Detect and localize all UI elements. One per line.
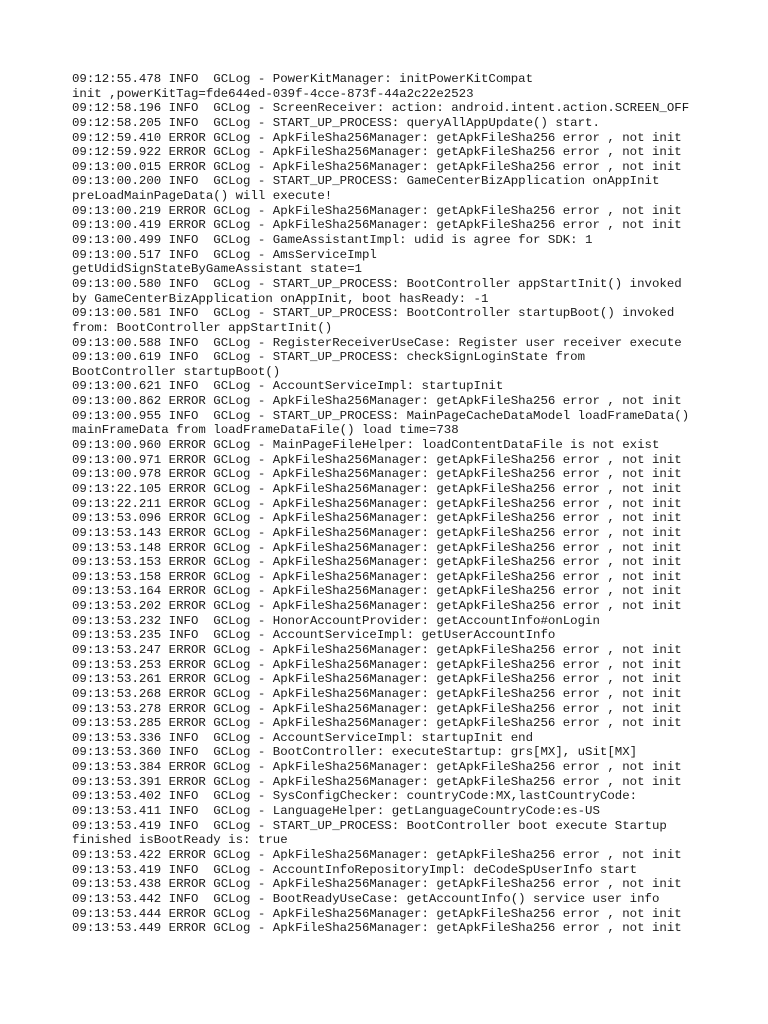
log-line: 09:13:53.444 ERROR GCLog - ApkFileSha256Manager: getApkFileSha256 error , not init: [72, 906, 682, 921]
log-line: preLoadMainPageData() will execute!: [72, 189, 333, 204]
log-line: 09:13:53.153 ERROR GCLog - ApkFileSha256Manager: getApkFileSha256 error , not init: [72, 555, 682, 570]
log-line: 09:13:53.253 ERROR GCLog - ApkFileSha256Manager: getApkFileSha256 error , not init: [72, 657, 682, 672]
log-line: 09:12:59.922 ERROR GCLog - ApkFileSha256Manager: getApkFileSha256 error , not init: [72, 145, 682, 160]
log-line: init ,powerKitTag=fde644ed-039f-4cce-873f-44a2c22e2523: [72, 86, 474, 101]
log-line: 09:13:53.096 ERROR GCLog - ApkFileSha256Manager: getApkFileSha256 error , not init: [72, 511, 682, 526]
log-line: 09:13:00.955 INFO GCLog - START_UP_PROCESS: MainPageCacheDataModel loadFrameData(): [72, 408, 690, 423]
log-line: 09:12:58.196 INFO GCLog - ScreenReceiver: action: android.intent.action.SCREEN_OFF: [72, 101, 690, 116]
log-line: 09:13:53.419 INFO GCLog - START_UP_PROCESS: BootController boot execute Startup: [72, 818, 667, 833]
log-line: 09:13:53.247 ERROR GCLog - ApkFileSha256Manager: getApkFileSha256 error , not init: [72, 642, 682, 657]
log-line: 09:13:53.384 ERROR GCLog - ApkFileSha256Manager: getApkFileSha256 error , not init: [72, 760, 682, 775]
log-line: 09:13:53.442 INFO GCLog - BootReadyUseCase: getAccountInfo() service user info: [72, 891, 660, 906]
log-line: 09:12:59.410 ERROR GCLog - ApkFileSha256Manager: getApkFileSha256 error , not init: [72, 130, 682, 145]
log-line: 09:13:22.105 ERROR GCLog - ApkFileSha256Manager: getApkFileSha256 error , not init: [72, 481, 682, 496]
log-line: 09:13:00.621 INFO GCLog - AccountServiceImpl: startupInit: [72, 379, 504, 394]
log-line: 09:13:53.419 INFO GCLog - AccountInfoRepositoryImpl: deCodeSpUserInfo start: [72, 862, 638, 877]
log-line: 09:13:00.978 ERROR GCLog - ApkFileSha256Manager: getApkFileSha256 error , not init: [72, 467, 682, 482]
log-line: 09:13:53.143 ERROR GCLog - ApkFileSha256Manager: getApkFileSha256 error , not init: [72, 525, 682, 540]
log-line: 09:13:00.200 INFO GCLog - START_UP_PROCESS: GameCenterBizApplication onAppInit: [72, 174, 660, 189]
log-line: 09:13:00.419 ERROR GCLog - ApkFileSha256Manager: getApkFileSha256 error , not init: [72, 218, 682, 233]
log-text: [72, 72, 712, 936]
log-line: 09:13:53.164 ERROR GCLog - ApkFileSha256Manager: getApkFileSha256 error , not init: [72, 584, 682, 599]
log-line: mainFrameData from loadFrameDataFile() load time=738: [72, 423, 459, 438]
log-line: 09:13:00.588 INFO GCLog - RegisterReceiverUseCase: Register user receiver execute: [72, 335, 682, 350]
log-line: 09:13:53.285 ERROR GCLog - ApkFileSha256Manager: getApkFileSha256 error , not init: [72, 716, 682, 731]
log-line: 09:13:53.261 ERROR GCLog - ApkFileSha256Manager: getApkFileSha256 error , not init: [72, 672, 682, 687]
log-line: 09:13:53.449 ERROR GCLog - ApkFileSha256Manager: getApkFileSha256 error , not init: [72, 921, 682, 936]
log-line: 09:13:53.391 ERROR GCLog - ApkFileSha256Manager: getApkFileSha256 error , not init: [72, 774, 682, 789]
log-line: finished isBootReady is: true: [72, 833, 288, 848]
log-line: 09:13:00.580 INFO GCLog - START_UP_PROCESS: BootController appStartInit() invoked: [72, 276, 682, 291]
log-line: 09:13:00.517 INFO GCLog - AmsServiceImpl: [72, 247, 377, 262]
log-line: 09:13:22.211 ERROR GCLog - ApkFileSha256Manager: getApkFileSha256 error , not init: [72, 496, 682, 511]
log-line: 09:13:00.960 ERROR GCLog - MainPageFileHelper: loadContentDataFile is not exist: [72, 438, 660, 453]
log-line: 09:13:53.158 ERROR GCLog - ApkFileSha256Manager: getApkFileSha256 error , not init: [72, 569, 682, 584]
log-line: BootController startupBoot(): [72, 364, 281, 379]
log-line: 09:13:00.015 ERROR GCLog - ApkFileSha256Manager: getApkFileSha256 error , not init: [72, 159, 682, 174]
log-line: 09:13:53.336 INFO GCLog - AccountServiceImpl: startupInit end: [72, 730, 534, 745]
log-line: 09:13:53.235 INFO GCLog - AccountServiceImpl: getUserAccountInfo: [72, 628, 556, 643]
log-line: getUdidSignStateByGameAssistant state=1: [72, 262, 362, 277]
log-line: 09:12:58.205 INFO GCLog - START_UP_PROCESS: queryAllAppUpdate() start.: [72, 115, 600, 130]
log-line: 09:13:00.619 INFO GCLog - START_UP_PROCESS: checkSignLoginState from: [72, 350, 586, 365]
log-line: 09:13:53.278 ERROR GCLog - ApkFileSha256Manager: getApkFileSha256 error , not init: [72, 701, 682, 716]
log-line: 09:13:53.402 INFO GCLog - SysConfigChecker: countryCode:MX,lastCountryCode:: [72, 789, 638, 804]
log-line: 09:13:53.422 ERROR GCLog - ApkFileSha256Manager: getApkFileSha256 error , not init: [72, 847, 682, 862]
log-line: 09:13:53.411 INFO GCLog - LanguageHelper: getLanguageCountryCode:es-US: [72, 804, 600, 819]
log-line: 09:13:00.499 INFO GCLog - GameAssistantImpl: udid is agree for SDK: 1: [72, 233, 593, 248]
log-line: 09:13:00.219 ERROR GCLog - ApkFileSha256Manager: getApkFileSha256 error , not init: [72, 203, 682, 218]
log-line: 09:13:53.148 ERROR GCLog - ApkFileSha256Manager: getApkFileSha256 error , not init: [72, 540, 682, 555]
log-line: 09:13:53.202 ERROR GCLog - ApkFileSha256Manager: getApkFileSha256 error , not init: [72, 599, 682, 614]
log-line: 09:13:53.232 INFO GCLog - HonorAccountProvider: getAccountInfo#onLogin: [72, 613, 600, 628]
log-line: 09:13:00.862 ERROR GCLog - ApkFileSha256Manager: getApkFileSha256 error , not init: [72, 394, 682, 409]
log-line: 09:12:55.478 INFO GCLog - PowerKitManager: initPowerKitCompat: [72, 72, 534, 86]
log-line: by GameCenterBizApplication onAppInit, boot hasReady: -1: [72, 291, 489, 306]
log-line: 09:13:53.360 INFO GCLog - BootController: executeStartup: grs[MX], uSit[MX]: [72, 745, 638, 760]
log-line: 09:13:00.581 INFO GCLog - START_UP_PROCESS: BootController startupBoot() invoked: [72, 306, 675, 321]
log-line: 09:13:53.438 ERROR GCLog - ApkFileSha256Manager: getApkFileSha256 error , not init: [72, 877, 682, 892]
log-line: 09:13:53.268 ERROR GCLog - ApkFileSha256Manager: getApkFileSha256 error , not init: [72, 686, 682, 701]
log-line: 09:13:00.971 ERROR GCLog - ApkFileSha256Manager: getApkFileSha256 error , not init: [72, 452, 682, 467]
log-line: from: BootController appStartInit(): [72, 320, 333, 335]
